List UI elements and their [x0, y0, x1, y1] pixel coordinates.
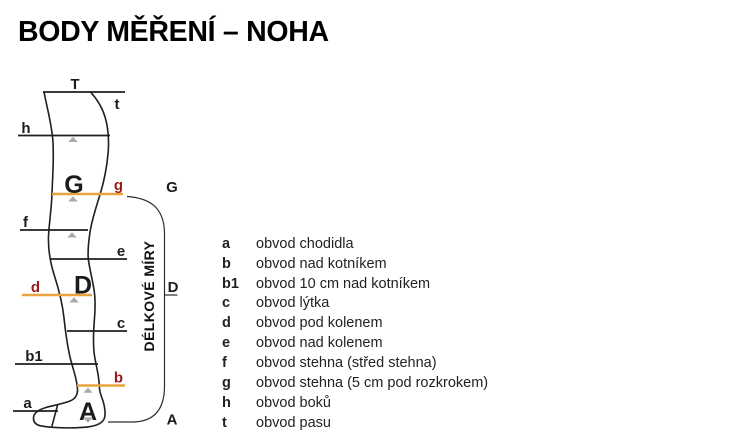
legend-text: obvod chodidla	[256, 235, 354, 252]
label-A-big: A	[78, 398, 98, 426]
legend-row	[222, 274, 488, 294]
triangle-marker-b	[83, 388, 93, 393]
label-b: b	[113, 369, 124, 387]
legend-row	[222, 413, 488, 433]
legend-text: obvod nad kolenem	[256, 335, 383, 352]
legend-text: obvod stehna (střed stehna)	[256, 354, 437, 371]
toe-cap-line	[52, 405, 58, 426]
bracket-label-g: G	[166, 179, 178, 196]
legend-text: obvod 10 cm nad kotníkem	[256, 275, 431, 292]
legend-key: h	[222, 394, 231, 411]
label-a: a	[23, 395, 32, 412]
legend-row	[222, 313, 488, 333]
page-title: BODY MĚŘENÍ – NOHA	[18, 16, 329, 48]
legend-row	[222, 393, 488, 413]
label-c: c	[116, 315, 126, 332]
legend-key: t	[222, 414, 227, 431]
length-axis-label: DÉLKOVÉ MÍRY	[141, 240, 157, 352]
label-g: g	[113, 177, 124, 194]
label-h: h	[21, 120, 31, 137]
legend-row	[222, 254, 488, 274]
label-e: e	[116, 243, 126, 260]
bracket-label-d: D	[167, 279, 179, 296]
legend-text: obvod nad kotníkem	[256, 255, 387, 272]
legend-text: obvod pod kolenem	[256, 315, 383, 332]
label-D-big: D	[73, 271, 93, 300]
triangle-marker-f	[67, 232, 77, 237]
legend-key: f	[222, 354, 227, 371]
legend-key: d	[222, 315, 231, 332]
legend-row	[222, 294, 488, 314]
legend-key: a	[222, 235, 231, 252]
legend-text: obvod pasu	[256, 414, 331, 431]
label-d: d	[30, 279, 41, 296]
label-T: T	[70, 76, 80, 93]
legend-row	[222, 234, 488, 254]
label-G-big: G	[64, 171, 84, 199]
legend	[222, 234, 488, 432]
legend-key: e	[222, 335, 231, 352]
legend-key: b	[222, 255, 231, 272]
triangle-marker-h	[68, 137, 78, 142]
leg-measurement-diagram	[0, 0, 210, 441]
legend-text: obvod stehna (5 cm pod rozkrokem)	[256, 374, 489, 391]
label-t: t	[114, 96, 120, 113]
legend-row	[222, 373, 488, 393]
legend-key: g	[222, 374, 231, 391]
legend-row	[222, 353, 488, 373]
legend-text: obvod lýtka	[256, 295, 330, 312]
legend-row	[222, 333, 488, 353]
bracket-label-a: A	[166, 411, 178, 429]
label-b1: b1	[25, 348, 43, 365]
legend-key: b1	[222, 275, 239, 292]
legend-text: obvod boků	[256, 394, 331, 411]
legend-key: c	[222, 295, 231, 312]
label-f: f	[23, 214, 28, 231]
